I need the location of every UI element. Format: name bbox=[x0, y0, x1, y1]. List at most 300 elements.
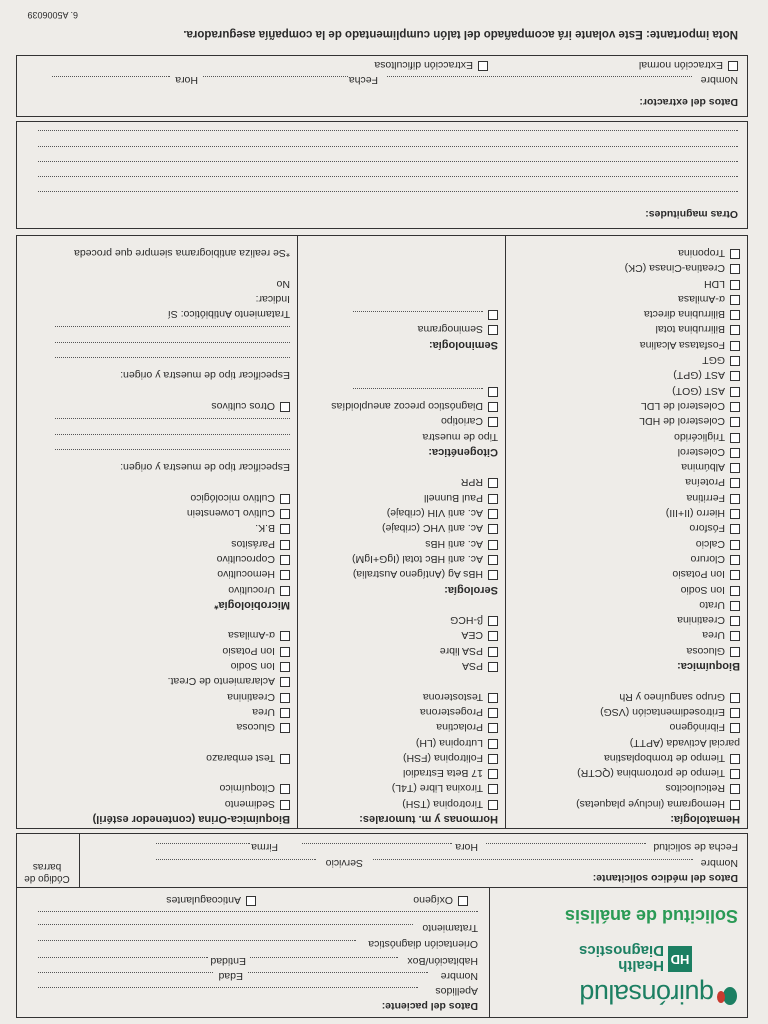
test-checkbox[interactable] bbox=[488, 693, 498, 703]
entidad-field[interactable] bbox=[38, 957, 208, 958]
tratamiento-label: Tratamiento bbox=[422, 922, 478, 934]
test-checkbox[interactable] bbox=[730, 387, 740, 397]
test-option-amilasa[interactable] bbox=[510, 291, 740, 306]
test-label: Tiempo de protrombina (QCTR) bbox=[577, 767, 725, 780]
test-checkbox[interactable] bbox=[280, 677, 290, 687]
test-checkbox[interactable] bbox=[730, 494, 740, 504]
test-checkbox[interactable] bbox=[488, 310, 498, 320]
test-label: Progesterona bbox=[419, 705, 483, 718]
extraccion-dificultosa-option[interactable] bbox=[374, 59, 488, 71]
extractor-hora-field[interactable] bbox=[52, 76, 170, 77]
test-option-fibrinogeno[interactable] bbox=[510, 719, 740, 734]
test-checkbox[interactable] bbox=[280, 662, 290, 672]
oxigeno-checkbox[interactable] bbox=[458, 896, 468, 906]
specify-field[interactable] bbox=[20, 444, 290, 459]
section-heading-citogenetica: Citogenética: bbox=[428, 445, 498, 458]
test-checkbox[interactable] bbox=[730, 402, 740, 412]
servicio-field[interactable] bbox=[156, 859, 316, 860]
firma-field[interactable] bbox=[156, 843, 250, 844]
anticoagulantes-option[interactable] bbox=[166, 894, 256, 906]
test-checkbox[interactable] bbox=[730, 433, 740, 443]
test-checkbox[interactable] bbox=[730, 448, 740, 458]
anticoagulantes-checkbox[interactable] bbox=[246, 896, 256, 906]
test-checkbox[interactable] bbox=[488, 631, 498, 641]
test-checkbox[interactable] bbox=[280, 723, 290, 733]
test-label: PSA libre bbox=[439, 644, 483, 657]
spacer bbox=[20, 734, 290, 749]
test-checkbox[interactable] bbox=[280, 708, 290, 718]
nombre-field[interactable] bbox=[248, 972, 428, 973]
test-label: Triglicérido bbox=[674, 430, 725, 443]
test-checkbox[interactable] bbox=[488, 739, 498, 749]
test-option-creatinina[interactable] bbox=[510, 612, 740, 627]
test-option-cultivo-lowenstein[interactable] bbox=[20, 505, 290, 520]
test-option-progesterona[interactable] bbox=[302, 704, 498, 719]
fecha-solicitud-field[interactable] bbox=[486, 843, 646, 844]
extraccion-dificultosa-checkbox[interactable] bbox=[478, 61, 488, 71]
specify-field[interactable] bbox=[20, 428, 290, 443]
test-checkbox[interactable] bbox=[488, 800, 498, 810]
orientacion-field[interactable] bbox=[38, 940, 356, 941]
test-option-fosfatasa-alcalina[interactable] bbox=[510, 337, 740, 352]
test-label: Urea bbox=[252, 705, 275, 718]
test-option-citoquimico[interactable] bbox=[20, 780, 290, 795]
spacer bbox=[302, 459, 498, 474]
test-label: Ferritina bbox=[686, 491, 725, 504]
extraccion-normal-option[interactable] bbox=[639, 59, 738, 71]
extraccion-dificultosa-label: Extracción dificultosa bbox=[374, 59, 473, 71]
test-option-calcio[interactable] bbox=[510, 535, 740, 550]
test-option-bilirrubina-total[interactable] bbox=[510, 321, 740, 336]
test-option-troponina[interactable] bbox=[510, 245, 740, 260]
note-text: parcial Activada (APTT) bbox=[629, 736, 740, 749]
specify-field[interactable] bbox=[20, 352, 290, 367]
quironsalud-logo-icon bbox=[716, 986, 738, 1006]
test-option-otros-cultivos[interactable] bbox=[20, 398, 290, 413]
spacer bbox=[302, 367, 498, 382]
test-option-eritrosedimentacion-vsg[interactable] bbox=[510, 704, 740, 719]
test-option-reticulocitos[interactable] bbox=[510, 780, 740, 795]
extraccion-normal-checkbox[interactable] bbox=[728, 61, 738, 71]
test-option-other[interactable] bbox=[302, 306, 498, 321]
brand-name: quirónsalud bbox=[579, 979, 714, 1009]
test-option-prolactina[interactable] bbox=[302, 719, 498, 734]
extractor-nombre-label: Nombre bbox=[700, 74, 738, 86]
test-option-diagnostico-precoz-aneuploidias[interactable] bbox=[302, 398, 498, 413]
test-option-cea[interactable] bbox=[302, 627, 498, 642]
test-label: GGT bbox=[702, 354, 725, 367]
brand-diagnostics: Diagnostics bbox=[578, 942, 664, 959]
test-option-bilirrubina-directa[interactable] bbox=[510, 306, 740, 321]
column-hematologia-bioquimica bbox=[510, 245, 740, 826]
test-checkbox[interactable] bbox=[488, 494, 498, 504]
test-option-lutropina-lh[interactable] bbox=[302, 734, 498, 749]
patient-divider bbox=[489, 888, 490, 1018]
test-checkbox[interactable] bbox=[280, 631, 290, 641]
test-checkbox[interactable] bbox=[280, 586, 290, 596]
test-checkbox[interactable] bbox=[488, 509, 498, 519]
test-checkbox[interactable] bbox=[730, 249, 740, 259]
test-label: Reticulocitos bbox=[665, 782, 725, 795]
otras-line-4[interactable] bbox=[38, 146, 738, 147]
spacer bbox=[302, 352, 498, 367]
otras-line-3[interactable] bbox=[38, 161, 738, 162]
test-label: Eritrosedimentación (VSG) bbox=[600, 705, 725, 718]
test-checkbox[interactable] bbox=[730, 463, 740, 473]
test-checkbox[interactable] bbox=[730, 693, 740, 703]
test-option-ggt[interactable] bbox=[510, 352, 740, 367]
test-checkbox[interactable] bbox=[280, 693, 290, 703]
test-option-psa[interactable] bbox=[302, 658, 498, 673]
column-hormonas-serologia bbox=[302, 306, 498, 826]
free-text-field[interactable] bbox=[353, 388, 483, 397]
tests-divider-1 bbox=[505, 235, 506, 829]
test-option-coprocultivo[interactable] bbox=[20, 551, 290, 566]
test-label: Ac. anti HBs bbox=[425, 537, 483, 550]
test-option-colesterol-de-ldl[interactable] bbox=[510, 398, 740, 413]
test-checkbox[interactable] bbox=[730, 371, 740, 381]
test-option-glucosa[interactable] bbox=[20, 719, 290, 734]
test-label: Cariotipo bbox=[440, 415, 483, 428]
test-label: Ac. anti VHC (cribaje) bbox=[382, 522, 483, 535]
doctor-nombre-field[interactable] bbox=[373, 859, 693, 860]
test-label: B.K. bbox=[255, 522, 275, 535]
test-checkbox[interactable] bbox=[730, 310, 740, 320]
test-label: Calcio bbox=[695, 537, 725, 550]
test-label: RPR bbox=[460, 476, 483, 489]
test-option-fosforo[interactable] bbox=[510, 520, 740, 535]
test-checkbox[interactable] bbox=[730, 264, 740, 274]
tratamiento-field[interactable] bbox=[38, 924, 413, 925]
test-label: Ion Sodio bbox=[230, 660, 275, 673]
test-option-creatina-cinasa-ck[interactable] bbox=[510, 260, 740, 275]
test-option-ac-anti-vhc-cribaje[interactable] bbox=[302, 520, 498, 535]
barcode-label: Código de barras bbox=[24, 861, 70, 884]
note-text: Especificar tipo de muestra y origen: bbox=[120, 369, 290, 382]
test-checkbox[interactable] bbox=[488, 708, 498, 718]
test-checkbox[interactable] bbox=[280, 555, 290, 565]
test-option-hemograma-incluye-plaquetas[interactable] bbox=[510, 795, 740, 810]
test-option-hierro-ii-iii[interactable] bbox=[510, 505, 740, 520]
test-option-creatinina[interactable] bbox=[20, 688, 290, 703]
test-checkbox[interactable] bbox=[730, 509, 740, 519]
test-checkbox[interactable] bbox=[280, 494, 290, 504]
spacer bbox=[510, 673, 740, 688]
test-label: Cloruro bbox=[690, 552, 725, 565]
extractor-fecha-label: Fecha bbox=[348, 74, 378, 86]
test-label: Creatinina bbox=[227, 690, 275, 703]
test-option-hbs-ag-antigeno-australia[interactable] bbox=[302, 566, 498, 581]
test-checkbox[interactable] bbox=[280, 570, 290, 580]
test-label: Creatina-Cinasa (CK) bbox=[624, 262, 725, 275]
test-label: CEA bbox=[461, 629, 483, 642]
test-label: β-HCG bbox=[450, 614, 483, 627]
test-checkbox[interactable] bbox=[730, 601, 740, 611]
column-orina-microbiologia bbox=[20, 245, 290, 826]
test-label: Hierro (II+III) bbox=[665, 507, 725, 520]
test-label: Hemocultivo bbox=[217, 568, 275, 581]
test-option-testosterona[interactable] bbox=[302, 688, 498, 703]
test-checkbox[interactable] bbox=[488, 524, 498, 534]
test-checkbox[interactable] bbox=[730, 784, 740, 794]
apellidos-field[interactable] bbox=[38, 987, 418, 988]
test-option-proteina[interactable] bbox=[510, 474, 740, 489]
test-label: AST (GPT) bbox=[673, 369, 725, 382]
test-checkbox[interactable] bbox=[730, 295, 740, 305]
test-label: Ac. anti HBc total (IgG+IgM) bbox=[351, 552, 483, 565]
test-label: Seminograma bbox=[417, 323, 483, 336]
otras-section-box bbox=[16, 121, 748, 229]
test-option-amilasa[interactable] bbox=[20, 627, 290, 642]
oxigeno-label: Oxígeno bbox=[413, 894, 453, 906]
test-checkbox[interactable] bbox=[730, 540, 740, 550]
test-option-tiroxina-libre-t4l[interactable] bbox=[302, 780, 498, 795]
test-checkbox[interactable] bbox=[730, 723, 740, 733]
test-option-urea[interactable] bbox=[510, 627, 740, 642]
test-label: Bilirrubina directa bbox=[643, 308, 725, 321]
test-option-albumina[interactable] bbox=[510, 459, 740, 474]
test-option-other[interactable] bbox=[302, 382, 498, 397]
test-option-psa-libre[interactable] bbox=[302, 642, 498, 657]
test-option-ldh[interactable] bbox=[510, 275, 740, 290]
specify-field[interactable] bbox=[20, 321, 290, 336]
test-checkbox[interactable] bbox=[280, 647, 290, 657]
test-checkbox[interactable] bbox=[488, 616, 498, 626]
habitacion-field[interactable] bbox=[250, 957, 398, 958]
test-label: Citoquímico bbox=[219, 782, 275, 795]
test-checkbox[interactable] bbox=[730, 356, 740, 366]
test-option-parasitos[interactable] bbox=[20, 535, 290, 550]
test-checkbox[interactable] bbox=[488, 478, 498, 488]
test-label: α-Amilasa bbox=[678, 292, 725, 305]
test-label: Grupo sanguíneo y Rh bbox=[619, 690, 725, 703]
test-option-ast-got[interactable] bbox=[510, 382, 740, 397]
test-option-hemocultivo[interactable] bbox=[20, 566, 290, 581]
otras-line-1[interactable] bbox=[38, 191, 738, 192]
test-label: Proteína bbox=[685, 476, 725, 489]
section-heading-hematologia: Hematología: bbox=[670, 813, 740, 825]
tests-divider-2 bbox=[297, 235, 298, 829]
test-option-aclaramiento-de-creat[interactable] bbox=[20, 673, 290, 688]
test-option-cloruro[interactable] bbox=[510, 551, 740, 566]
test-checkbox[interactable] bbox=[280, 509, 290, 519]
extractor-nombre-field[interactable] bbox=[387, 76, 692, 77]
test-option-rpr[interactable] bbox=[302, 474, 498, 489]
test-option-cultivo-micologico[interactable] bbox=[20, 489, 290, 504]
test-option-glucosa[interactable] bbox=[510, 642, 740, 657]
test-option-ast-gpt[interactable] bbox=[510, 367, 740, 382]
test-checkbox[interactable] bbox=[730, 326, 740, 336]
test-checkbox[interactable] bbox=[730, 570, 740, 580]
test-checkbox[interactable] bbox=[488, 769, 498, 779]
test-label: Ion Sodio bbox=[680, 583, 725, 596]
test-label: Test embarazo bbox=[206, 751, 275, 764]
test-checkbox[interactable] bbox=[730, 754, 740, 764]
section-heading-bioquimica: Bioquímica: bbox=[677, 660, 740, 673]
test-label: Folitropina (FSH) bbox=[403, 751, 483, 764]
test-checkbox[interactable] bbox=[488, 784, 498, 794]
test-checkbox[interactable] bbox=[730, 586, 740, 596]
doctor-heading: Datos del médico solicitante: bbox=[592, 872, 738, 884]
edad-label: Edad bbox=[218, 970, 243, 982]
test-checkbox[interactable] bbox=[488, 555, 498, 565]
test-option-urato[interactable] bbox=[510, 597, 740, 612]
test-option-hcg[interactable] bbox=[302, 612, 498, 627]
test-option-grupo-sanguineo-y-rh[interactable] bbox=[510, 688, 740, 703]
entidad-label: Entidad bbox=[210, 955, 246, 967]
firma-label: Firma bbox=[251, 841, 278, 853]
test-checkbox[interactable] bbox=[730, 478, 740, 488]
servicio-label: Servicio bbox=[325, 857, 363, 869]
test-option-b-k[interactable] bbox=[20, 520, 290, 535]
test-label: Albúmina bbox=[681, 461, 725, 474]
test-checkbox[interactable] bbox=[488, 326, 498, 336]
test-label: Troponina bbox=[678, 247, 725, 260]
test-option-ferritina[interactable] bbox=[510, 489, 740, 504]
test-option-17-beta-estradiol[interactable] bbox=[302, 765, 498, 780]
test-checkbox[interactable] bbox=[488, 417, 498, 427]
test-option-test-embarazo[interactable] bbox=[20, 750, 290, 765]
test-label: Paul Bunnell bbox=[424, 491, 483, 504]
test-label: Prolactina bbox=[436, 721, 483, 734]
test-checkbox[interactable] bbox=[730, 631, 740, 641]
test-label: Tirotropina (TSH) bbox=[402, 797, 483, 810]
test-label: AST (GOT) bbox=[672, 384, 725, 397]
note-text: No bbox=[276, 277, 290, 290]
test-label: Tiroxina Libre (T4L) bbox=[391, 782, 483, 795]
doctor-hora-field[interactable] bbox=[302, 843, 452, 844]
test-label: Tiempo de tromboplastina bbox=[603, 751, 725, 764]
tratamiento-field-2[interactable] bbox=[38, 911, 478, 912]
spacer bbox=[20, 612, 290, 627]
otras-line-5[interactable] bbox=[38, 130, 738, 131]
free-text-field[interactable] bbox=[353, 311, 483, 320]
test-option-triglicerido[interactable] bbox=[510, 428, 740, 443]
test-checkbox[interactable] bbox=[280, 784, 290, 794]
test-checkbox[interactable] bbox=[280, 800, 290, 810]
test-label: Glucosa bbox=[236, 721, 275, 734]
test-checkbox[interactable] bbox=[730, 417, 740, 427]
test-checkbox[interactable] bbox=[488, 662, 498, 672]
spacer bbox=[302, 673, 498, 688]
test-label: Fósforo bbox=[689, 522, 725, 535]
edad-field[interactable] bbox=[38, 972, 213, 973]
test-label: Creatinina bbox=[677, 614, 725, 627]
test-label: Hemograma (incluye plaquetas) bbox=[576, 797, 725, 810]
section-heading-bioquimica-orina-contenedor-esteril: Bioquímica-Orina (contenedor estéril) bbox=[92, 813, 290, 825]
test-label: Ion Potasio bbox=[672, 568, 725, 581]
nombre-label: Nombre bbox=[440, 970, 478, 982]
test-checkbox[interactable] bbox=[280, 754, 290, 764]
test-checkbox[interactable] bbox=[488, 540, 498, 550]
test-checkbox[interactable] bbox=[730, 616, 740, 626]
test-checkbox[interactable] bbox=[280, 402, 290, 412]
test-option-colesterol[interactable] bbox=[510, 444, 740, 459]
note-text: Especificar tipo de muestra y origen: bbox=[120, 461, 290, 474]
note-text: Tratamiento Antibiótico: Sí bbox=[167, 308, 290, 321]
doctor-top-rule bbox=[16, 887, 748, 888]
test-checkbox[interactable] bbox=[280, 524, 290, 534]
test-option-paul-bunnell[interactable] bbox=[302, 489, 498, 504]
test-checkbox[interactable] bbox=[730, 341, 740, 351]
test-label: Glucosa bbox=[686, 644, 725, 657]
test-option-ac-anti-vih-cribaje[interactable] bbox=[302, 505, 498, 520]
test-label: Colesterol de LDL bbox=[640, 399, 725, 412]
extractor-heading: Datos del extractor: bbox=[639, 96, 738, 108]
test-checkbox[interactable] bbox=[488, 647, 498, 657]
test-label: Ac. anti VIH (cribaje) bbox=[386, 507, 483, 520]
test-label: LDH bbox=[703, 277, 725, 290]
section-heading-serologia: Serología: bbox=[444, 583, 498, 596]
otras-line-2[interactable] bbox=[38, 176, 738, 177]
test-label: Colesterol de HDL bbox=[639, 415, 725, 428]
test-option-urocultivo[interactable] bbox=[20, 581, 290, 596]
apellidos-label: Apellidos bbox=[435, 985, 478, 997]
test-checkbox[interactable] bbox=[730, 800, 740, 810]
test-option-ac-anti-hbc-total-igg-igm[interactable] bbox=[302, 551, 498, 566]
note-text: Indicar: bbox=[255, 292, 290, 305]
test-option-folitropina-fsh[interactable] bbox=[302, 750, 498, 765]
test-option-ion-sodio[interactable] bbox=[20, 658, 290, 673]
test-option-urea[interactable] bbox=[20, 704, 290, 719]
test-checkbox[interactable] bbox=[730, 647, 740, 657]
test-option-sedimento[interactable] bbox=[20, 795, 290, 810]
test-option-ion-potasio[interactable] bbox=[20, 642, 290, 657]
test-checkbox[interactable] bbox=[488, 723, 498, 733]
test-checkbox[interactable] bbox=[488, 387, 498, 397]
brand-health: Health bbox=[618, 957, 664, 974]
test-checkbox[interactable] bbox=[730, 280, 740, 290]
section-heading-microbiologia: Microbiología* bbox=[214, 598, 290, 611]
extractor-fecha-field[interactable] bbox=[203, 76, 348, 77]
section-heading-seminologia: Seminología: bbox=[428, 338, 498, 351]
spacer bbox=[20, 474, 290, 489]
test-option-tiempo-de-tromboplastina[interactable] bbox=[510, 750, 740, 765]
test-option-tiempo-de-protrombina-qctr[interactable] bbox=[510, 765, 740, 780]
test-option-cariotipo[interactable] bbox=[302, 413, 498, 428]
specify-field[interactable] bbox=[20, 413, 290, 428]
test-checkbox[interactable] bbox=[730, 555, 740, 565]
spacer bbox=[20, 765, 290, 780]
test-option-seminograma[interactable] bbox=[302, 321, 498, 336]
test-label: Urato bbox=[699, 598, 725, 611]
form-title: Solicitud de análisis bbox=[564, 906, 738, 926]
test-option-tirotropina-tsh[interactable] bbox=[302, 795, 498, 810]
test-checkbox[interactable] bbox=[488, 402, 498, 412]
form-code: 6. A5006039 bbox=[27, 10, 78, 20]
test-checkbox[interactable] bbox=[730, 524, 740, 534]
test-checkbox[interactable] bbox=[730, 769, 740, 779]
test-checkbox[interactable] bbox=[280, 540, 290, 550]
test-option-colesterol-de-hdl[interactable] bbox=[510, 413, 740, 428]
test-label: Colesterol bbox=[677, 445, 725, 458]
test-checkbox[interactable] bbox=[488, 754, 498, 764]
test-option-ion-sodio[interactable] bbox=[510, 581, 740, 596]
test-label: Ion Potasio bbox=[222, 644, 275, 657]
oxigeno-option[interactable] bbox=[413, 894, 468, 906]
test-label: HBs Ag (Antígeno Australia) bbox=[352, 568, 483, 581]
test-label: Fibrinógeno bbox=[669, 721, 725, 734]
test-option-ac-anti-hbs[interactable] bbox=[302, 535, 498, 550]
test-label: Lutropina (LH) bbox=[415, 736, 483, 749]
test-label: α-Amilasa bbox=[228, 629, 275, 642]
test-label: Testosterona bbox=[422, 690, 483, 703]
otras-heading: Otras magnitudes: bbox=[645, 208, 738, 220]
specify-field[interactable] bbox=[20, 337, 290, 352]
test-option-ion-potasio[interactable] bbox=[510, 566, 740, 581]
test-checkbox[interactable] bbox=[488, 570, 498, 580]
test-checkbox[interactable] bbox=[730, 708, 740, 718]
